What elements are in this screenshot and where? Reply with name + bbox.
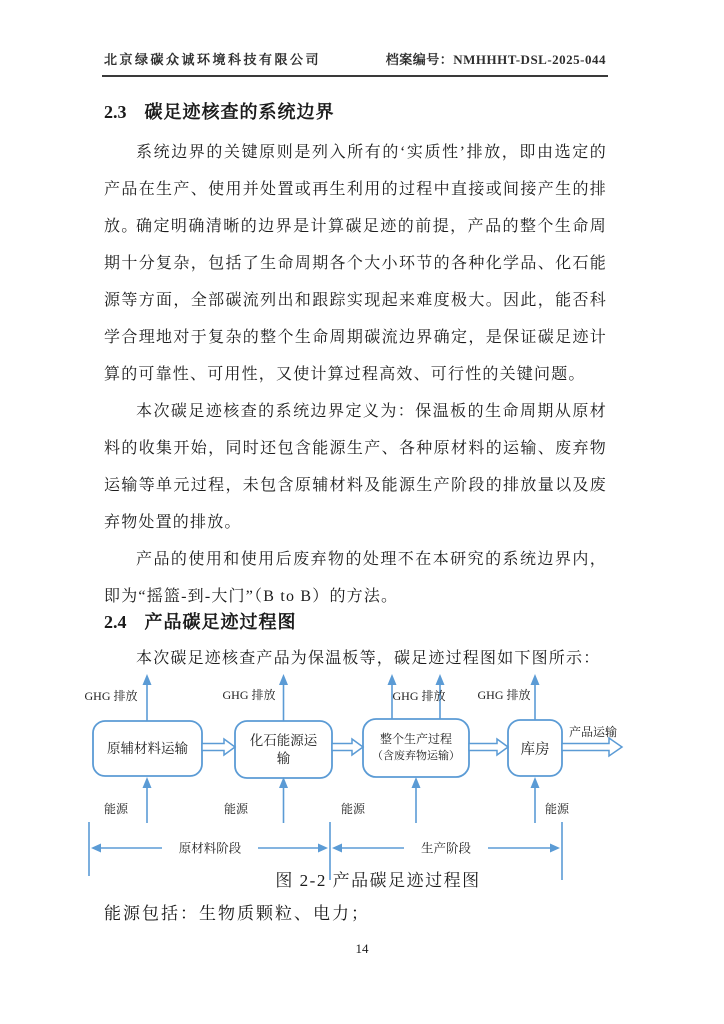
stage-arrowhead-icon [318,844,328,853]
energy-arrowhead-icon [531,777,540,788]
energy-label-3: 能源 [340,802,366,816]
section-2-4-title: 产品碳足迹过程图 [144,612,297,632]
stage-raw-material-label: 原材料阶段 [178,841,242,856]
paragraph-system-boundary-principle: 系统边界的关键原则是列入所有的‘实质性’排放，即由选定的产品在生产、使用并处置或再生利用的过程中直接或间接产生的排放。 [104,144,607,235]
paragraph-process-diagram-intro: 本次碳足迹核查产品为保温板等，碳足迹过程图如下图所示： [136,650,601,667]
box-whole-production-label-line2: （含废弃物运输） [372,750,460,762]
ghg-label-2: GHG 排放 [222,688,276,702]
section-2-3-heading [104,98,335,124]
block-arrow-icon-1 [202,739,235,755]
ghg-arrowheads [143,674,540,685]
section-2-3-title: 碳足迹核查的系统边界 [144,102,335,122]
energy-arrowhead-icon [412,777,421,788]
block-arrow-icon-product [562,738,622,756]
header-file-number: 档案编号：NMHHHT-DSL-2025-044 [385,52,606,67]
ghg-arrowhead-icon [279,674,288,685]
paragraph-boundary-definition: 本次碳足迹核查的系统边界定义为：保温板的生命周期从原材料的收集开始，同时还包含能源生产、各种原材料的运输、废弃物运输等单元过程，未包含原辅材料及能源生产阶段的排放量以及废弃物处置的排放。 [104,403,607,531]
ghg-arrowhead-icon [531,674,540,685]
section-2-3-number: 2.3 [104,102,127,122]
ghg-labels [85,687,531,703]
energy-labels [104,801,570,816]
section-2-4-heading [104,608,297,634]
energy-arrowheads [143,777,540,788]
box-fossil-energy-transport [235,721,332,778]
energy-label-4: 能源 [544,802,570,816]
header-rule [102,75,608,77]
box-warehouse-label: 库房 [520,742,550,758]
ghg-arrowhead-icon [388,674,397,685]
ghg-arrowhead-icon [436,674,445,685]
header-company-name: 北京绿碳众诚环境科技有限公司 [104,52,322,67]
carbon-footprint-process-diagram [60,663,700,885]
paragraph-boundary-complexity: 确定明确清晰的边界是计算碳足迹的前提，产品的整个生命周期十分复杂，包括了生命周期各个大小环节的各种化学品、化石能源等方面，全部碳流列出和跟踪实现起来难度极大。因此，能否科学合理地对于复杂的整个生命周期碳流边界确定，是保证碳足迹计算的可靠性、可用性，又使计算过程高效、可行性的关键问题。 [104,218,607,383]
stage-arrowhead-icon [550,844,560,853]
paragraph-b-to-b-method: 产品的使用和使用后废弃物的处理不在本研究的系统边界内，即为“摇篮-到-大门”（B to B）的方法。 [104,551,607,605]
block-arrow-icon-3 [469,739,508,755]
figure-caption: 图 2-2 产品碳足迹过程图 [275,871,481,890]
box-fossil-energy-transport-label-line2: 输 [276,751,291,766]
page-number: 14 [355,941,369,956]
section-2-4-number: 2.4 [104,612,127,632]
stage-arrowhead-icon [332,844,342,853]
ghg-label-3: GHG 排放 [392,689,446,703]
block-arrow-icon-2 [332,739,363,755]
energy-label-2: 能源 [223,802,249,816]
stage-arrowhead-icon [91,844,101,853]
ghg-label-4: GHG 排放 [477,688,531,702]
stage-production-label: 生产阶段 [420,841,472,856]
box-whole-production-label-line1: 整个生产过程 [379,732,453,746]
energy-label-1: 能源 [103,802,129,816]
ghg-label-1: GHG 排放 [84,689,138,703]
box-fossil-energy-transport-label-line1: 化石能源运 [249,733,318,748]
box-whole-production-process [363,719,469,777]
energy-footnote: 能源包括：生物质颗粒、电力； [104,904,370,923]
energy-arrowhead-icon [143,777,152,788]
box-raw-material-transport-label: 原辅材料运输 [107,741,188,756]
product-transport-label: 产品运输 [568,725,618,739]
ghg-arrowhead-icon [143,674,152,685]
